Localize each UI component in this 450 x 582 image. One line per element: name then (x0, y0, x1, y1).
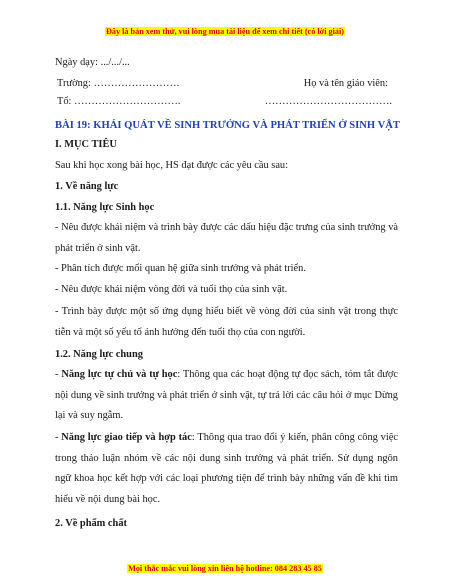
subsection-general-competence: 1.2. Năng lực chung (55, 349, 143, 360)
subsection-biology-competence: 1.1. Năng lực Sinh học (55, 202, 155, 213)
teaching-date: Ngày dạy: .../.../... (55, 57, 130, 68)
bio-item: - Trình bày được một số ứng dụng hiểu biết về vòng đời của sinh vật trong thực tiễn và một số yếu tố ảnh hưởng đến tuổi thọ của con người. (55, 306, 398, 338)
preview-banner (0, 26, 450, 37)
intro-text: Sau khi học xong bài học, HS đạt được các yêu cầu sau: (55, 160, 289, 171)
header-row-2 (55, 95, 398, 109)
bio-item: - Nêu được khái niệm vòng đời và tuổi thọ của sinh vật. (55, 284, 288, 295)
section-objectives: I. MỤC TIÊU (55, 139, 117, 150)
school-field: Trường: ……………………. (57, 78, 180, 89)
hotline-banner (0, 563, 450, 574)
subsection-qualities: 2. Về phẩm chất (55, 518, 127, 529)
lesson-title: BÀI 19: KHÁI QUÁT VỀ SINH TRƯỞNG VÀ PHÁT TRIỂN Ở SINH VẬT (55, 120, 400, 131)
hotline-banner-text: Mọi thắc mắc vui lòng xin liên hệ hotline: 084 283 45 85 (128, 564, 322, 573)
teacher-name-field: ………………………………. (264, 96, 392, 107)
general-item-communication: - Năng lực giao tiếp và hợp tác: Thông qua trao đổi ý kiến, phân công công việc trong thảo luận nhóm về các nội dung sinh trưởng và phát triển. Sử dụng ngôn ngữ khoa học kết hợp với các loại phương tiện để trình bày những vấn đề khi tìm hiểu về nội dung bài học. (55, 432, 398, 505)
competence-name: Năng lực giao tiếp và hợp tác (61, 432, 192, 443)
subsection-competence: 1. Về năng lực (55, 181, 119, 192)
general-item-self-study: - Năng lực tự chủ và tự học: Thông qua các hoạt động tự đọc sách, tóm tắt được nội dung về sinh trưởng và phát triển ở sinh vật, tự trả lời các câu hỏi ở mục Dừng lại và suy ngẫm. (55, 369, 399, 421)
teacher-name-label: Họ và tên giáo viên: (303, 78, 388, 89)
competence-name: Năng lực tự chủ và tự học (61, 369, 178, 380)
preview-banner-text: Đây là bản xem thử, vui lòng mua tài liệu để xem chi tiết (có lời giải) (105, 27, 344, 36)
header-row-1 (55, 77, 398, 91)
bio-item: - Nêu được khái niệm và trình bày được các dấu hiệu đặc trưng của sinh trưởng và phát triển ở sinh vật. (55, 222, 398, 254)
bio-item: - Phân tích được mối quan hệ giữa sinh trưởng và phát triển. (55, 263, 306, 274)
group-field: Tổ: …………………………. (57, 96, 181, 107)
